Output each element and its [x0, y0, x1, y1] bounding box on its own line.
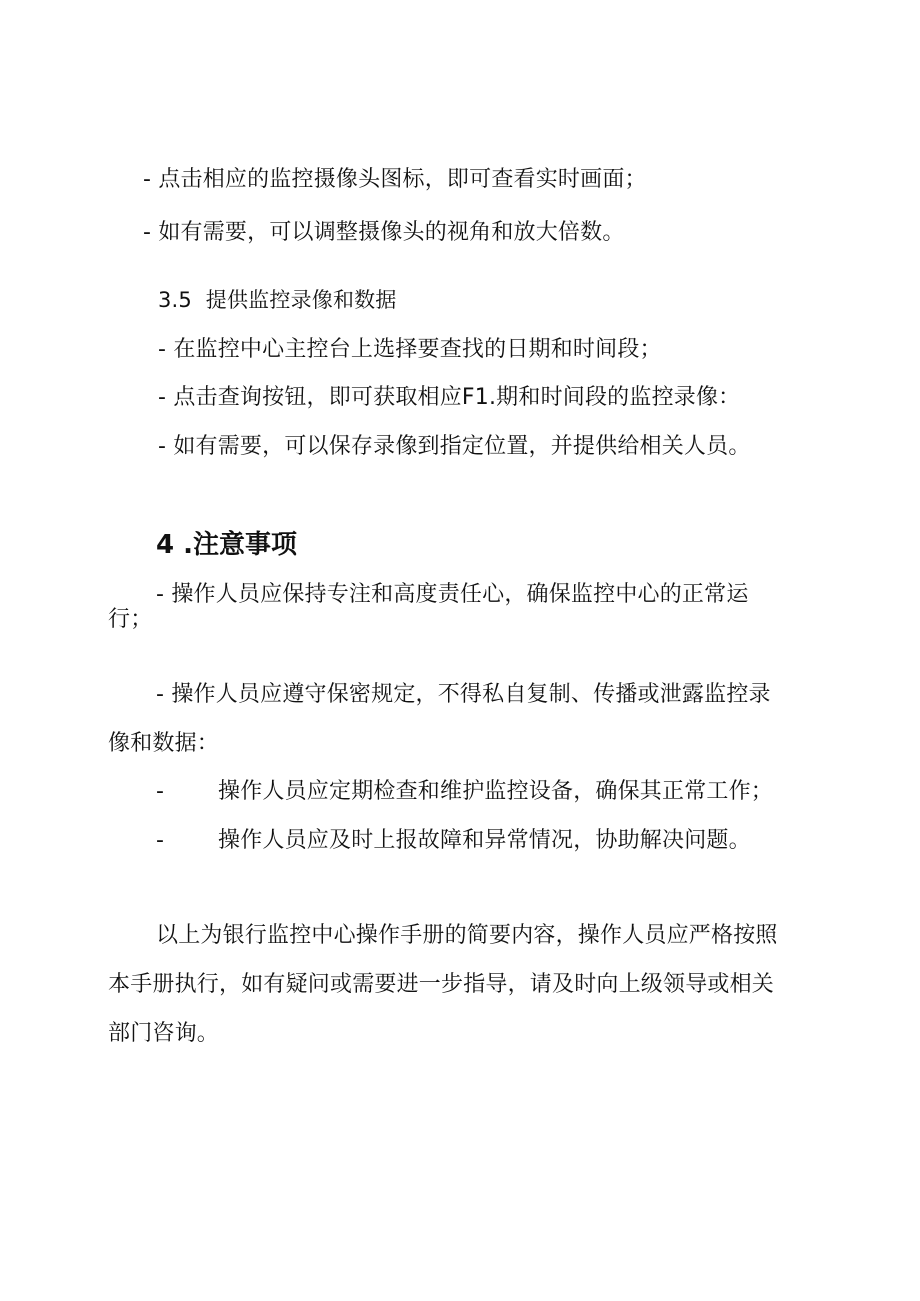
section-number: 3.5	[158, 288, 192, 312]
list-item-continuation: 行；	[108, 607, 153, 632]
conclusion-line: 部门咨询。	[108, 1021, 220, 1046]
list-item: - 点击查询按钮，即可获取相应F1.期和时间段的监控录像：	[158, 385, 741, 410]
conclusion-line: 以上为银行监控中心操作手册的简要内容，操作人员应严格按照	[156, 923, 778, 948]
section-heading-3-5	[158, 285, 397, 315]
list-item: - 操作人员应遵守保密规定，不得私自复制、传播或泄露监控录	[156, 682, 771, 707]
list-item: - 点击相应的监控摄像头图标，即可查看实时画面；	[143, 167, 647, 192]
list-item-text: 操作人员应定期检查和维护监控设备，确保其正常工作；	[218, 779, 774, 804]
section-title: 提供监控录像和数据	[205, 288, 397, 312]
list-dash: -	[156, 828, 165, 853]
list-item: - 如有需要，可以调整摄像头的视角和放大倍数。	[143, 220, 625, 245]
section-heading-4: 4 .注意事项	[156, 530, 298, 560]
list-item: - 如有需要，可以保存录像到指定位置，并提供给相关人员。	[158, 434, 751, 459]
list-dash: -	[156, 779, 165, 804]
list-item	[156, 777, 773, 807]
list-item	[156, 826, 751, 856]
list-item-text: 操作人员应及时上报故障和异常情况，协助解决问题。	[218, 828, 751, 853]
list-item: - 操作人员应保持专注和高度责任心，确保监控中心的正常运	[156, 582, 749, 607]
list-item: - 在监控中心主控台上选择要查找的日期和时间段；	[158, 337, 662, 362]
conclusion-line: 本手册执行，如有疑问或需要进一步指导，请及时向上级领导或相关	[108, 972, 775, 997]
list-item-continuation: 像和数据：	[108, 731, 220, 756]
